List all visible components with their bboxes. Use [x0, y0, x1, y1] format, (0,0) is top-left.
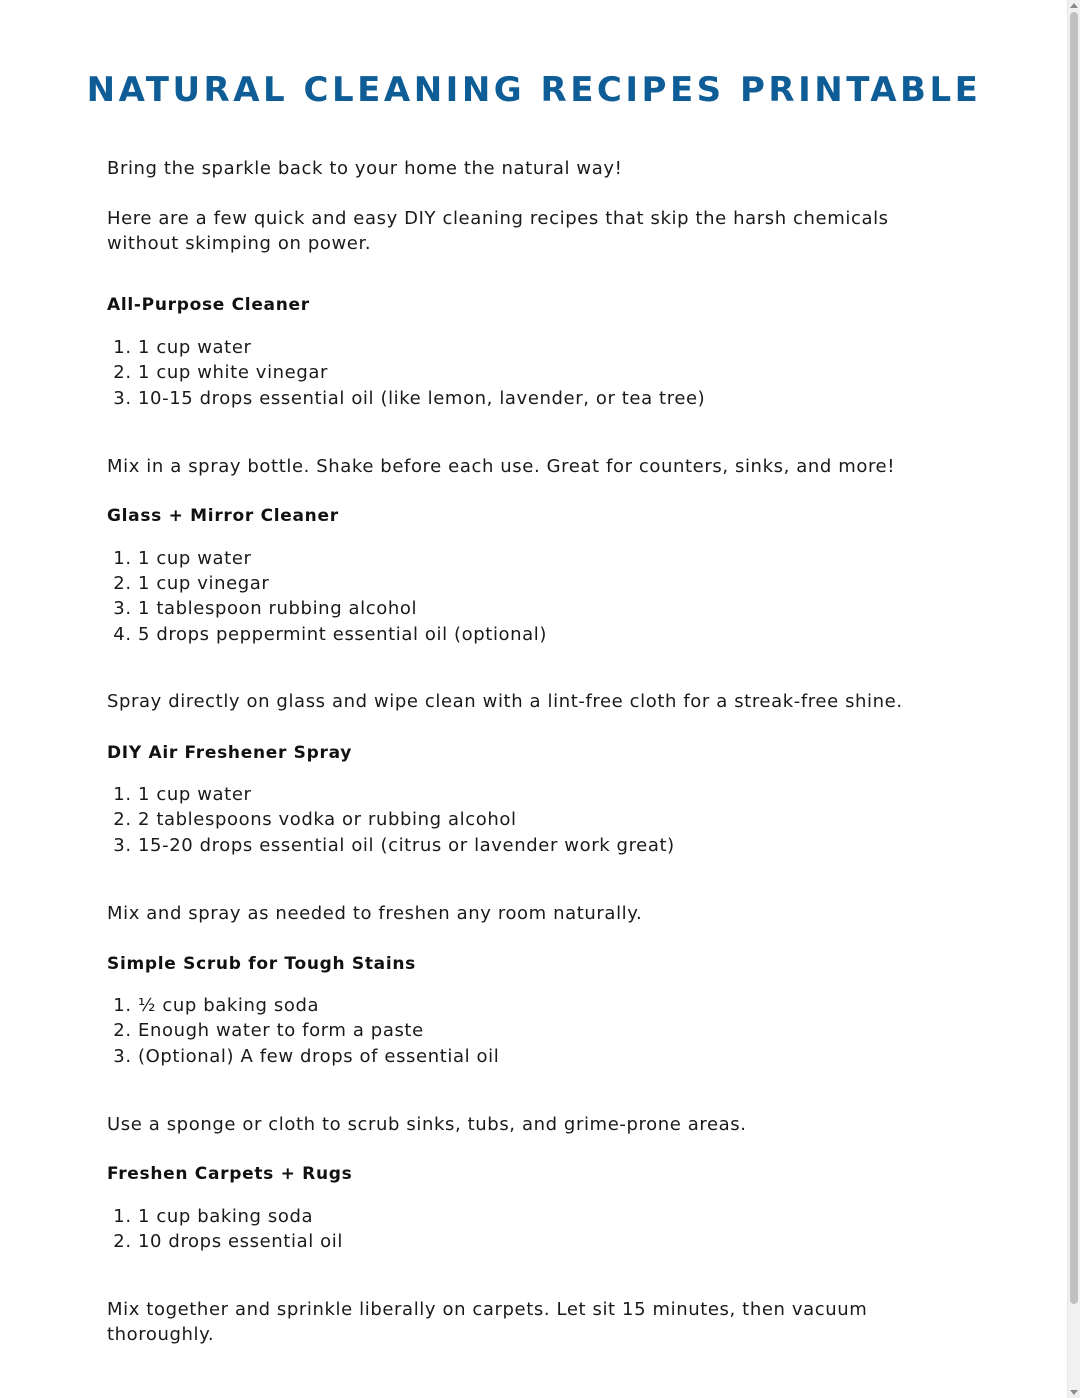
section-heading: DIY Air Freshener Spray [107, 743, 353, 764]
list-item: 2. 1 cup vinegar [138, 571, 957, 596]
section-note: Mix and spray as needed to freshen any room naturally. [107, 902, 643, 924]
list-item: 3. 15-20 drops essential oil (citrus or lavender work great) [138, 833, 957, 858]
list-item: 2. 10 drops essential oil [138, 1229, 957, 1254]
section-note: Use a sponge or cloth to scrub sinks, tubs, and grime-prone areas. [107, 1113, 747, 1135]
list-item: 1. 1 cup water [138, 546, 957, 571]
vertical-scrollbar[interactable] [1067, 0, 1080, 1398]
section-glass-mirror-cleaner [107, 504, 957, 714]
section-freshen-carpets [107, 1162, 957, 1348]
list-item: 4. 5 drops peppermint essential oil (optional) [138, 622, 957, 647]
list-item: 1. 1 cup water [138, 335, 957, 360]
scrollbar-thumb[interactable] [1070, 12, 1078, 1304]
section-heading: Glass + Mirror Cleaner [107, 505, 339, 526]
scroll-down-arrow-icon[interactable] [1070, 1390, 1078, 1395]
list-item: 2. 1 cup white vinegar [138, 360, 957, 385]
section-note: Mix in a spray bottle. Shake before each use. Great for counters, sinks, and more! [107, 455, 896, 477]
intro-text: Bring the sparkle back to your home the natural way! [107, 158, 623, 179]
document-content [86, 0, 982, 1347]
section-all-purpose-cleaner [107, 293, 957, 479]
list-item: 1. 1 cup water [138, 782, 957, 807]
list-item: 1. 1 cup baking soda [138, 1204, 957, 1229]
list-item: 2. 2 tablespoons vodka or rubbing alcohol [138, 807, 957, 832]
ingredient-list [107, 782, 957, 858]
section-heading: Simple Scrub for Tough Stains [107, 953, 417, 974]
page-title: NATURAL CLEANING RECIPES PRINTABLE [86, 70, 982, 110]
ingredient-list [107, 335, 957, 411]
section-heading: Freshen Carpets + Rugs [107, 1163, 353, 1184]
section-air-freshener [107, 741, 957, 926]
list-item: 3. 1 tablespoon rubbing alcohol [138, 596, 957, 621]
list-item: 2. Enough water to form a paste [138, 1018, 957, 1043]
list-item: 3. (Optional) A few drops of essential oil [138, 1044, 957, 1069]
list-item: 1. ½ cup baking soda [138, 993, 957, 1018]
section-note: Mix together and sprinkle liberally on carpets. Let sit 15 minutes, then vacuum thoroughly. [107, 1299, 868, 1346]
intro-description: Here are a few quick and easy DIY cleaning recipes that skip the harsh chemicals without skimping on power. [107, 208, 889, 254]
section-heading: All-Purpose Cleaner [107, 295, 310, 315]
ingredient-list [107, 546, 957, 647]
list-item: 3. 10-15 drops essential oil (like lemon, lavender, or tea tree) [138, 386, 957, 411]
ingredient-list [107, 1204, 957, 1255]
section-simple-scrub [107, 952, 957, 1137]
scroll-up-arrow-icon[interactable] [1070, 3, 1078, 8]
section-note: Spray directly on glass and wipe clean with a lint-free cloth for a streak-free shine. [107, 691, 903, 713]
ingredient-list [107, 993, 957, 1069]
